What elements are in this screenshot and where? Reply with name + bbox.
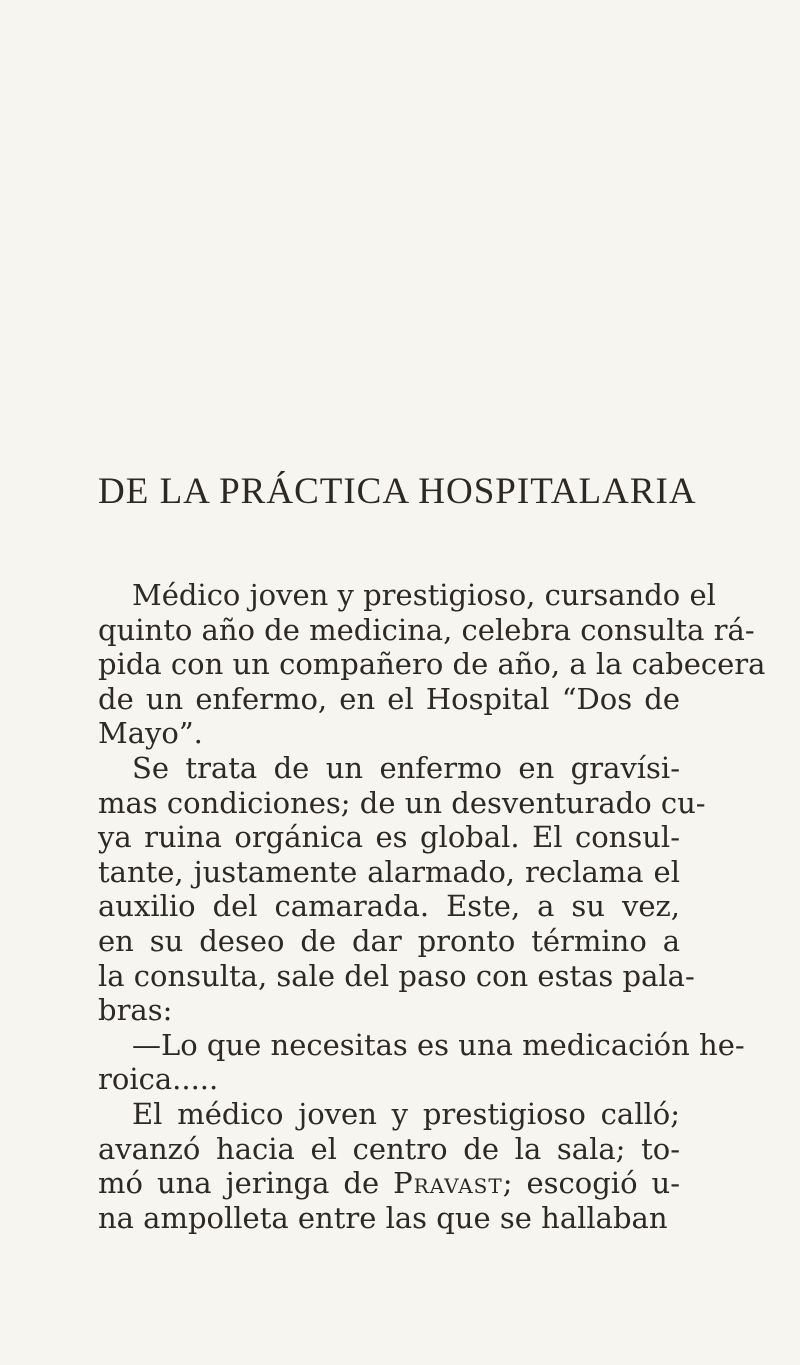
text-line: El médico joven y prestigioso calló; [132,1096,680,1131]
page-heading: DE LA PRÁCTICA HOSPITALARIA [98,471,697,512]
text-fragment: mó una jeringa de [98,1166,394,1201]
text-line: Mayo”. [98,716,203,751]
text-line: bras: [98,993,173,1028]
text-line: Médico joven y prestigioso, cursando el [132,578,716,612]
text-line: avanzó hacia el centro de la sala; to- [98,1131,680,1166]
text-line: quinto año de medicina, celebra consulta rá- [98,612,755,647]
text-line: Se trata de un enfermo en gravísi- [132,750,680,785]
text-line-with-brand [98,1166,680,1201]
text-line: ya ruina orgánica es global. El consul- [98,820,680,855]
text-line: de un enfermo, en el Hospital “Dos de [98,681,680,716]
text-line: mas condiciones; de un desventurado cu- [98,785,706,820]
text-line: la consulta, sale del paso con estas pala- [98,958,695,993]
text-line: auxilio del camarada. Este, a su vez, [98,889,680,924]
text-line: roica..... [98,1062,219,1097]
text-line: tante, justamente alarmado, reclama el [98,854,680,889]
text-line: en su deseo de dar pronto término a [98,923,680,958]
text-line: na ampolleta entre las que se hallaban [98,1200,668,1235]
body-text [98,578,766,1235]
text-fragment: ; escogió u- [502,1166,680,1201]
text-line: —Lo que necesitas es una medicación he- [132,1027,745,1062]
text-line: pida con un compañero de año, a la cabecera [98,647,766,682]
brand-name: Pravast [393,1166,503,1201]
